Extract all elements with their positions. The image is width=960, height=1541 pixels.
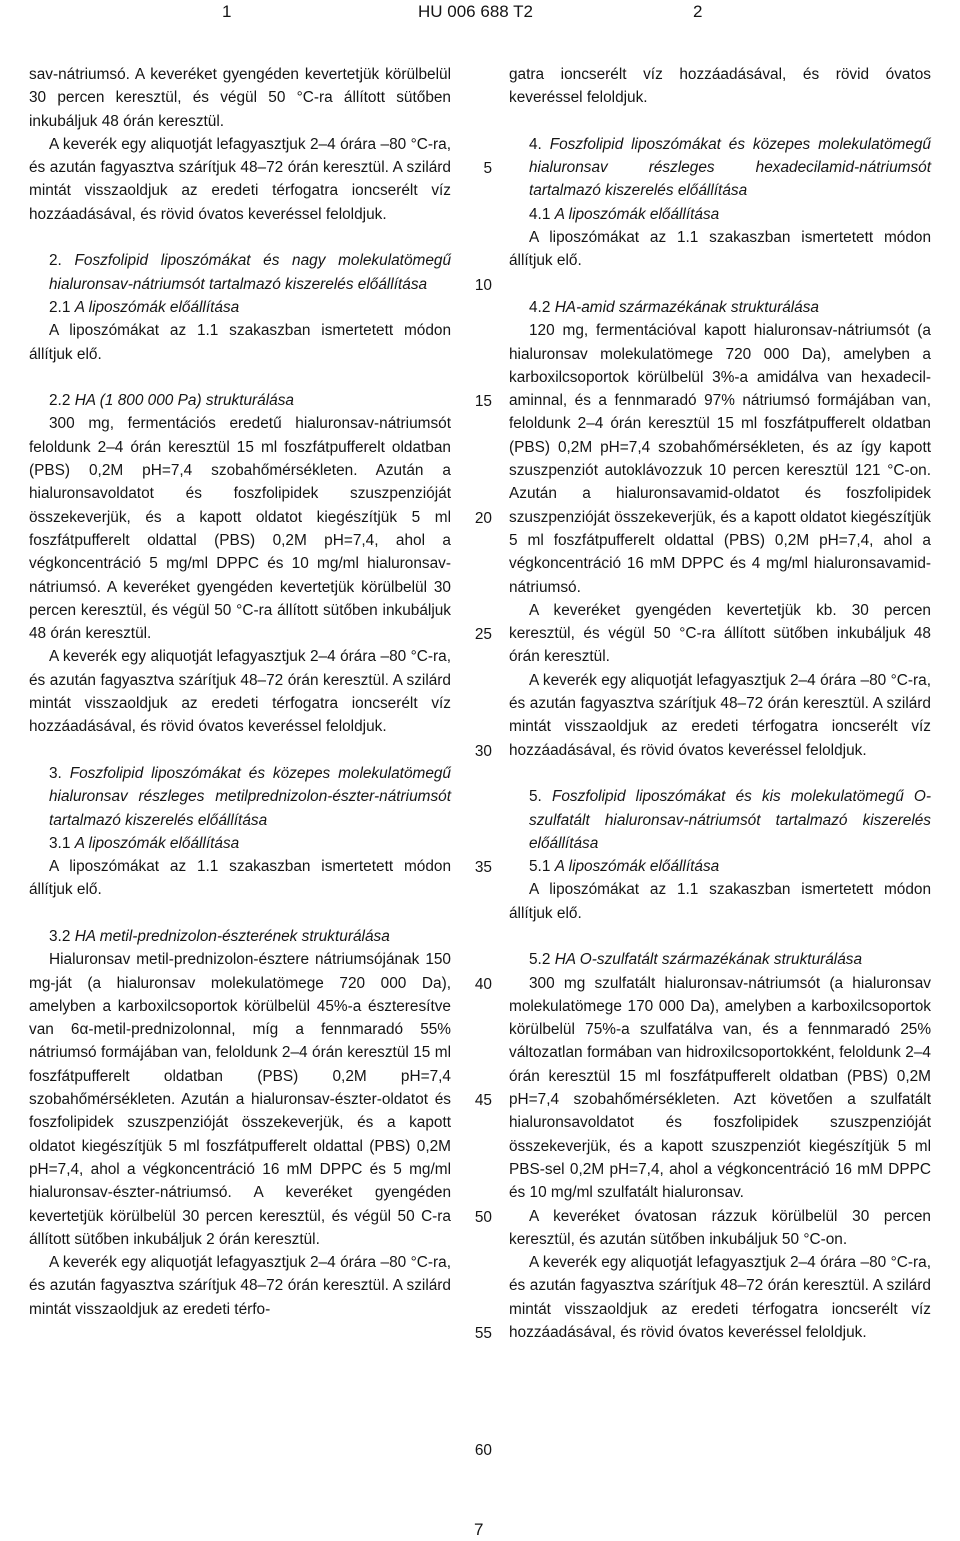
paragraph: 300 mg szulfatált hialuronsav-nátriumsót (a hialuronsav molekulatömege 170 000 Da), amelyben a karboxilcsoportok körülbelül 75%-a szulfatálva van, és a fennmaradó 25% változatlan formában van hidroxilcsoportokként, feloldunk 2–4 órán keresztül 15 ml foszfátpufferelt oldatban (PBS) 0,2M pH=7,4 szobahőmérsékleten. Azt követően a szulfatált hialuronsavoldatot és foszfolipidek szuszpenzióját összekeverjük, és a kapott szuszpenziót kiegészítjük 5 ml PBS-sel 0,2M pH=7,4, ahol a végkoncentráció 16 mM DPPC és 10 mg/ml szulfatált hialuronsav. (509, 974, 931, 1202)
subsection-heading: 4.2 HA-amid származékának strukturálása (529, 298, 819, 316)
subsection-heading: 3.2 HA metil-prednizolon-észterének strukturálása (49, 927, 390, 945)
line-number: 40 (474, 975, 492, 993)
right-column (509, 63, 931, 1344)
line-number: 20 (474, 509, 492, 527)
line-number: 60 (474, 1441, 492, 1459)
section-heading: 5. Foszfolipid liposzómákat és kis molekulatömegű O-szulfatált hialuronsav-nátriumsót tartalmazó kiszerelés előállítása (529, 788, 931, 852)
left-page-number: 1 (222, 2, 232, 21)
paragraph: A liposzómákat az 1.1 szakaszban ismertetett módon állítjuk elő. (509, 881, 931, 922)
line-number: 50 (474, 1208, 492, 1226)
paragraph: A keveréket gyengéden kevertetjük kb. 30 percen keresztül, és végül 50 °C-ra állított sütőben inkubáljuk 48 órán keresztül. (509, 601, 931, 666)
subsection-heading: 5.1 A liposzómák előállítása (529, 858, 720, 876)
paragraph: gatra ioncserélt víz hozzáadásával, és rövid óvatos keveréssel feloldjuk. (509, 66, 931, 107)
line-number: 5 (483, 160, 492, 177)
paragraph: A liposzómákat az 1.1 szakaszban ismertetett módon állítjuk elő. (29, 858, 451, 899)
paragraph: 120 mg, fermentációval kapott hialuronsav-nátriumsót (a hialuronsav molekulatömege 720 000 Da), amelyben a karboxilcsoportok körülbelül 3%-a amidálva van hexadecil-aminnal, és a fennmaradó 97% nátriumsó formájában van, feloldunk 2–4 órán keresztül 15 ml foszfátpufferelt oldatban (PBS) 0,2M pH=7,4 szobahőmérsékleten, és az így kapott szuszpenziót autoklávozzuk 10 percen keresztül 121 °C-on. Azután a hialuronsavamid-oldatot és foszfolipidek szuszpenzióját összekeverjük, és a kapott oldatot kiegészítjük 5 ml foszfátpufferelt oldattal (PBS) 0,2M pH=7,4, ahol a végkoncentráció 16 mM DPPC és 4 mg/ml hialuronsavamid-nátriumsó. (509, 322, 931, 596)
paragraph: A keverék egy aliquotját lefagyasztjuk 2–4 órára –80 °C-ra, és azután fagyasztva szárítjuk 48–72 órán keresztül. A szilárd mintát visszaoldjuk az eredeti térfogatra ioncserélt víz hozzáadásával, és rövid óvatos keveréssel feloldjuk. (509, 1254, 931, 1342)
subsection-heading: 2.2 HA (1 800 000 Pa) strukturálása (49, 392, 294, 410)
section-heading: 3. Foszfolipid liposzómákat és közepes molekulatömegű hialuronsav részleges metilprednizolon-észter-nátriumsót tartalmazó kiszerelés előállítása (49, 764, 451, 829)
section-heading: 4. Foszfolipid liposzómákat és közepes molekulatömegű hialuronsav részleges hexadecilamid-nátriumsót tartalmazó kiszerelés előállítása (529, 135, 931, 200)
paragraph: Hialuronsav metil-prednizolon-észtere nátriumsójának 150 mg-ját (a hialuronsav molekulatömege 720 000 Da), amelyben a karboxilcsoportok körülbelül 45%-a észteresítve van 6α-metil-prednizolonnal, míg a fennmaradó 55% nátriumsó formájában van, feloldunk 2–4 órán keresztül 15 ml foszfátpufferelt oldatban (PBS) 0,2M pH=7,4 szobahőmérsékleten. Azután a hialuronsav-észter-oldatot és foszfolipidek szuszpenzióját összekeverjük, és a kapott oldatot kiegészítjük 5 ml foszfátpufferelt oldattal (PBS) 0,2M pH=7,4, ahol a végkoncentráció 16 mM DPPC és 5 mg/ml hialuronsav-észter-nátriumsó. A keveréket gyengéden kevertetjük körülbelül 30 percen keresztül, és végül 50 C-ra állított sütőben inkubáljuk 2 órán keresztül. (29, 951, 451, 1248)
subsection-heading: 3.1 A liposzómák előállítása (49, 834, 240, 852)
subsection-heading: 5.2 HA O-szulfatált származékának strukturálása (529, 951, 863, 969)
paragraph: A keverék egy aliquotját lefagyasztjuk 2–4 órára –80 °C-ra, és azután fagyasztva szárítjuk 48–72 órán keresztül. A szilárd mintát visszaoldjuk az eredeti térfogatra ioncserélt víz hozzáadásával, és rövid óvatos keveréssel feloldjuk. (29, 648, 451, 736)
section-heading: 2. Foszfolipid liposzómákat és nagy molekulatömegű hialuronsav-nátriumsót tartalmazó kiszerelés előállítása (49, 252, 452, 293)
paragraph: A keverék egy aliquotját lefagyasztjuk 2–4 órára –80 °C-ra, és azután fagyasztva szárítjuk 48–72 órán keresztül. A szilárd mintát visszaoldjuk az eredeti térfogatra ioncserélt víz hozzáadásával, és rövid óvatos keveréssel feloldjuk. (509, 671, 931, 759)
paragraph: 300 mg, fermentációs eredetű hialuronsav-nátriumsót feloldunk 2–4 órán keresztül 15 ml foszfátpufferelt oldatban (PBS) 0,2M pH=7,4 szobahőmérsékleten. Azután a hialuronsavoldatot és foszfolipidek szuszpenzióját összekeverjük, és a kapott oldatot kiegészítjük 5 ml foszfátpufferelt oldattal (PBS) 0,2M pH=7,4, ahol a végkoncentráció 5 mg/ml DPPC és 10 mg/ml hialuronsav-nátriumsó. A keveréket gyengéden kevertetjük körülbelül 30 percen keresztül, és végül 50 °C-ra állított sütőben inkubáljuk 48 órán keresztül. (29, 415, 451, 643)
line-number: 15 (474, 393, 492, 410)
paragraph: A keveréket óvatosan rázzuk körülbelül 30 percen keresztül, és azután sütőben inkubáljuk 50 °C-on. (509, 1207, 931, 1248)
line-number: 10 (474, 276, 492, 294)
line-number: 25 (474, 626, 492, 643)
page-header (0, 0, 960, 32)
subsection-heading: 4.1 A liposzómák előállítása (529, 205, 720, 223)
paragraph: A liposzómákat az 1.1 szakaszban ismertetett módon állítjuk elő. (29, 322, 451, 363)
right-page-number: 2 (693, 2, 703, 21)
paragraph: A liposzómákat az 1.1 szakaszban ismertetett módon állítjuk elő. (509, 229, 931, 270)
paragraph: sav-nátriumsó. A keveréket gyengéden kevertetjük körülbelül 30 percen keresztül, és végül 50 °C-ra állított sütőben inkubáljuk 48 órán keresztül. (29, 66, 451, 130)
subsection-heading: 2.1 A liposzómák előállítása (49, 298, 240, 316)
line-number: 45 (474, 1092, 492, 1109)
left-column (29, 63, 451, 1321)
patent-number: HU 006 688 T2 (418, 2, 533, 21)
line-number: 35 (474, 859, 492, 876)
line-number: 55 (474, 1325, 492, 1342)
page-number: 7 (474, 1520, 484, 1539)
paragraph: A keverék egy aliquotját lefagyasztjuk 2–4 órára –80 °C-ra, és azután fagyasztva szárítjuk 48–72 órán keresztül. A szilárd mintát visszaoldjuk az eredeti térfo- (29, 1254, 451, 1318)
line-number: 30 (474, 742, 492, 760)
paragraph: A keverék egy aliquotját lefagyasztjuk 2–4 órára –80 °C-ra, és azután fagyasztva szárítjuk 48–72 órán keresztül. A szilárd mintát visszaoldjuk az eredeti térfogatra ioncserélt víz hozzáadásával, és rövid óvatos keveréssel feloldjuk. (29, 135, 451, 223)
